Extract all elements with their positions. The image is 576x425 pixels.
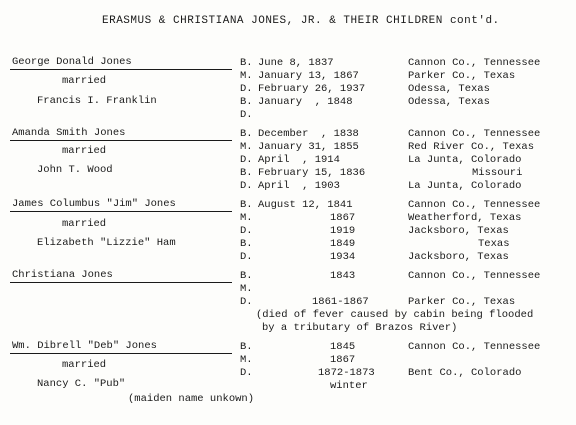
event-code: D. <box>240 225 253 237</box>
event-code: B. <box>240 199 253 211</box>
spouse-name: Francis I. Franklin <box>37 95 157 107</box>
event-date: 1872-1873 <box>318 367 375 379</box>
event-date: 1849 <box>330 238 356 250</box>
event-code: B. <box>240 270 253 282</box>
name-underline <box>10 211 232 212</box>
child-name: Christiana Jones <box>12 269 113 281</box>
event-place: Odessa, Texas <box>408 83 490 95</box>
event-date: 1867 <box>330 354 356 366</box>
event-date: June 8, 1837 <box>258 57 334 69</box>
event-date: February 15, 1836 <box>258 167 366 179</box>
event-code: B. <box>240 167 253 179</box>
death-note: (died of fever caused by cabin being flooded <box>256 309 534 321</box>
event-code: D. <box>240 83 253 95</box>
event-code: M. <box>240 212 253 224</box>
event-code: B. <box>240 96 253 108</box>
event-date: April , 1914 <box>258 154 340 166</box>
event-place: Cannon Co., Tennessee <box>408 341 541 353</box>
event-date: January , 1848 <box>258 96 353 108</box>
spouse-note: (maiden name unkown) <box>128 393 255 405</box>
event-code: D. <box>240 109 253 121</box>
event-date: 1843 <box>330 270 356 282</box>
event-place: Parker Co., Texas <box>408 296 516 308</box>
married-label: married <box>62 218 107 230</box>
event-place: Cannon Co., Tennessee <box>408 270 541 282</box>
child-name: Amanda Smith Jones <box>12 127 126 139</box>
event-date: 1845 <box>330 341 356 353</box>
spouse-name: John T. Wood <box>37 164 113 176</box>
event-place: Missouri <box>472 167 523 179</box>
event-place: Jacksboro, Texas <box>408 225 509 237</box>
event-place: Weatherford, Texas <box>408 212 522 224</box>
married-label: married <box>62 145 107 157</box>
event-place: Parker Co., Texas <box>408 70 516 82</box>
name-underline <box>10 282 232 283</box>
event-place: La Junta, Colorado <box>408 180 522 192</box>
death-note: by a tributary of Brazos River) <box>262 322 458 334</box>
event-place: La Junta, Colorado <box>408 154 522 166</box>
event-code: D. <box>240 251 253 263</box>
page-title: ERASMUS & CHRISTIANA JONES, JR. & THEIR CHILDREN cont'd. <box>102 15 500 27</box>
event-place: Odessa, Texas <box>408 96 490 108</box>
event-place: Jacksboro, Texas <box>408 251 509 263</box>
event-date: 1919 <box>330 225 356 237</box>
event-date: February 26, 1937 <box>258 83 366 95</box>
name-underline <box>10 140 232 141</box>
event-code: B. <box>240 341 253 353</box>
name-underline <box>10 69 232 70</box>
child-name: James Columbus "Jim" Jones <box>12 198 176 210</box>
event-date: 1934 <box>330 251 356 263</box>
event-code: B. <box>240 57 253 69</box>
event-date: January 31, 1855 <box>258 141 359 153</box>
event-code: M. <box>240 354 253 366</box>
event-code: B. <box>240 128 253 140</box>
event-code: D. <box>240 154 253 166</box>
event-place: Cannon Co., Tennessee <box>408 128 541 140</box>
child-name: George Donald Jones <box>12 56 132 68</box>
event-code: D. <box>240 180 253 192</box>
event-date: August 12, 1841 <box>258 199 353 211</box>
event-date: 1867 <box>330 212 356 224</box>
event-date: 1861-1867 <box>312 296 369 308</box>
event-place: Texas <box>478 238 510 250</box>
event-place: Cannon Co., Tennessee <box>408 57 541 69</box>
spouse-name: Elizabeth "Lizzie" Ham <box>37 237 176 249</box>
spouse-name: Nancy C. "Pub" <box>37 378 126 390</box>
event-place: Cannon Co., Tennessee <box>408 199 541 211</box>
event-code: D. <box>240 367 253 379</box>
event-code: M. <box>240 70 253 82</box>
event-place: Red River Co., Texas <box>408 141 535 153</box>
event-code: M. <box>240 141 253 153</box>
name-underline <box>10 353 232 354</box>
child-name: Wm. Dibrell "Deb" Jones <box>12 340 157 352</box>
event-date: January 13, 1867 <box>258 70 359 82</box>
married-label: married <box>62 75 107 87</box>
married-label: married <box>62 359 107 371</box>
event-date: April , 1903 <box>258 180 340 192</box>
event-code: D. <box>240 296 253 308</box>
event-code: B. <box>240 238 253 250</box>
event-code: M. <box>240 283 253 295</box>
date-note: winter <box>330 380 368 392</box>
event-place: Bent Co., Colorado <box>408 367 522 379</box>
event-date: December , 1838 <box>258 128 359 140</box>
